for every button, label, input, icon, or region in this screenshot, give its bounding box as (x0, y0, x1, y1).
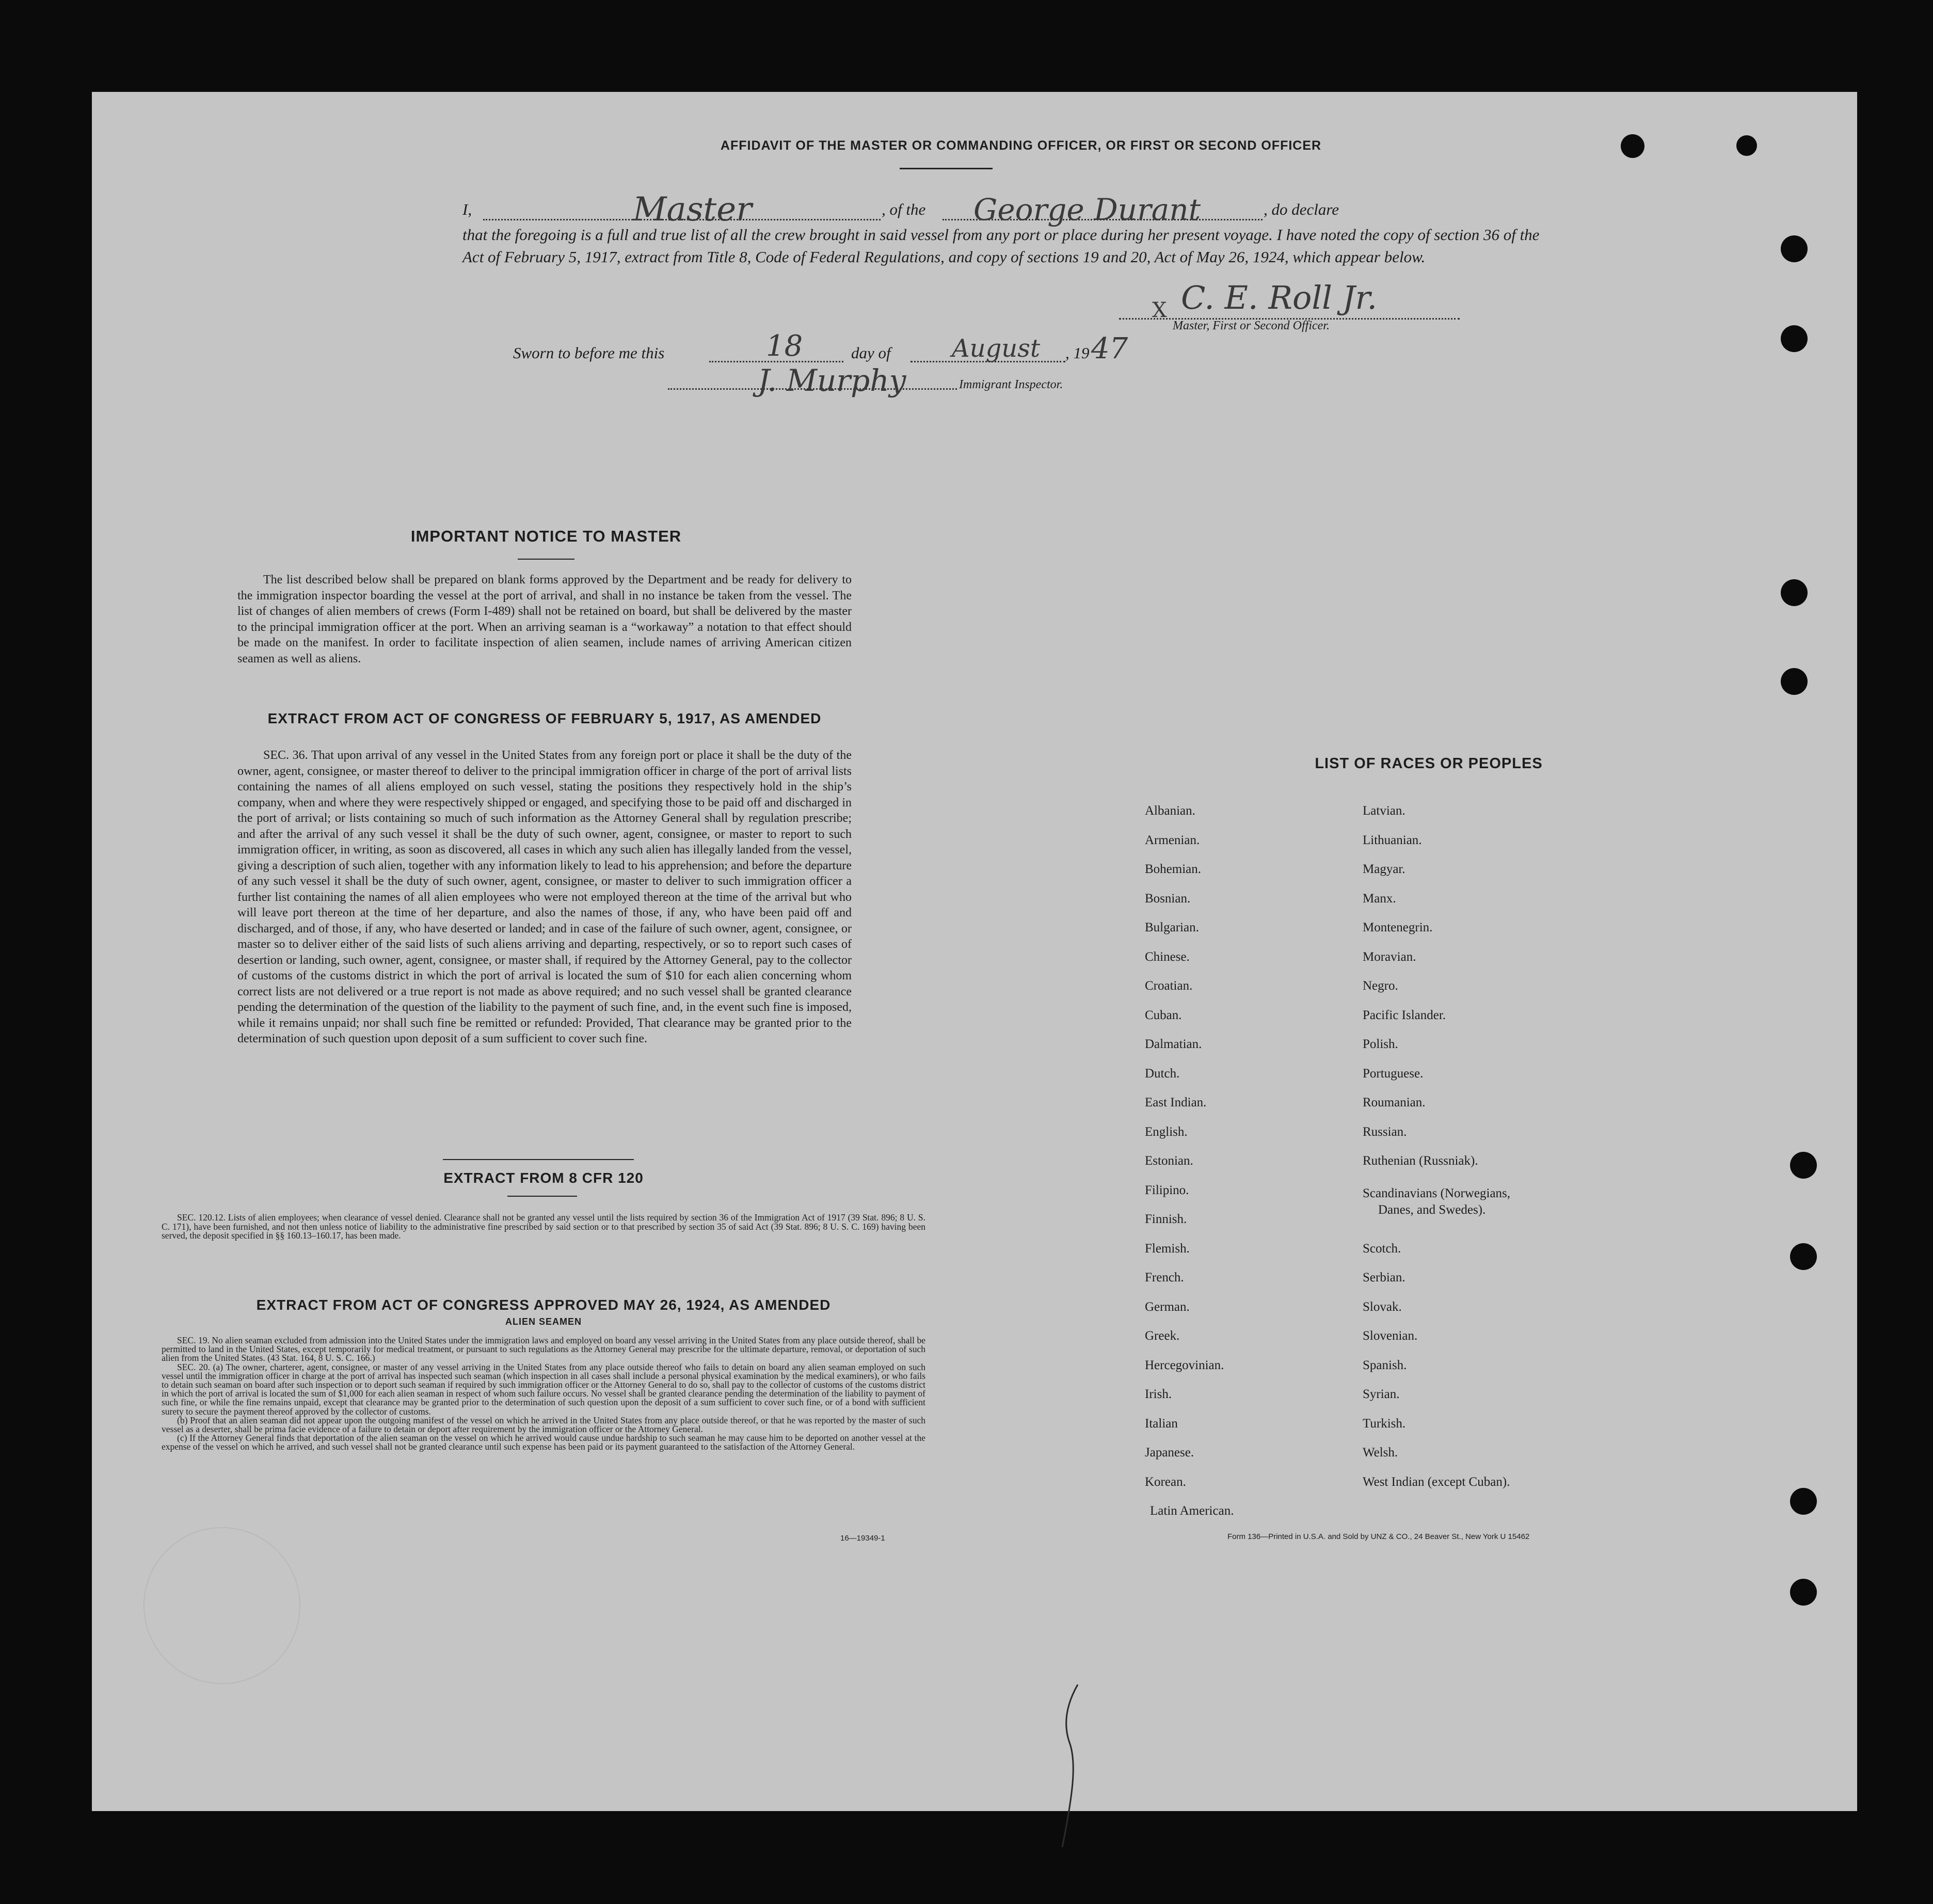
race-left: Filipino. (1145, 1183, 1189, 1197)
embossed-seal (143, 1527, 300, 1684)
race-right: Scotch. (1363, 1242, 1401, 1256)
pen-stroke (1057, 1682, 1088, 1852)
day-field (709, 329, 843, 363)
race-left: Bosnian. (1145, 892, 1191, 906)
punch-hole (1781, 325, 1808, 352)
extract-cfr-rule-top (443, 1159, 634, 1160)
punch-hole (1736, 135, 1757, 156)
race-right: Russian. (1363, 1125, 1407, 1139)
race-left: Korean. (1145, 1475, 1186, 1489)
extract-1924-title: EXTRACT FROM ACT OF CONGRESS APPROVED MAY 26, 1924, AS AMENDED (256, 1297, 831, 1313)
race-right: Latvian. (1363, 804, 1405, 818)
year-label: , 19 (1065, 344, 1090, 362)
race-right: Pacific Islander. (1363, 1008, 1446, 1022)
race-left: Italian (1145, 1417, 1178, 1431)
race-left: Hercegovinian. (1145, 1358, 1224, 1372)
punch-hole (1621, 134, 1644, 158)
race-left: Bulgarian. (1145, 921, 1199, 934)
race-left: East Indian. (1145, 1096, 1207, 1109)
race-left: Flemish. (1145, 1242, 1190, 1256)
affidavit-title: AFFIDAVIT OF THE MASTER OR COMMANDING OFFICER, OR FIRST OR SECOND OFFICER (720, 138, 1322, 153)
section-20b: (b) Proof that an alien seaman did not appear upon the outgoing manifest of the vessel on which he arrived in the United States from any place outside thereof, or that he was reported by the master of such vessel as a deserter, shall be prima facie evidence of a failure to detain or deport after requirement by the immigration officer or the Attorney General. (162, 1415, 925, 1435)
day-of-label: day of (851, 344, 891, 362)
punch-hole (1781, 579, 1808, 606)
race-left: Finnish. (1145, 1212, 1187, 1226)
race-left: Greek. (1145, 1329, 1180, 1343)
race-left: Albanian. (1145, 804, 1195, 818)
race-right: Spanish. (1363, 1358, 1407, 1372)
race-right: West Indian (except Cuban). (1363, 1475, 1510, 1489)
year-handwritten: 47 (1091, 332, 1128, 366)
master-signature: C. E. Roll Jr. (1181, 279, 1378, 316)
race-left: Dalmatian. (1145, 1037, 1202, 1051)
race-left: French. (1145, 1271, 1184, 1284)
race-left: Japanese. (1145, 1446, 1194, 1459)
section-19: SEC. 19. No alien seaman excluded from admission into the United States under the immigration laws and employed on board any vessel arriving in the United States from any place outside thereof, shall be permitted to land in the United States, except temporarily for medical treatment, or pursuant to such regulations as the Attorney General may prescribe for the ultimate departure, removal, or deportation of such alien from the United States. (43 Stat. 164, 8 U. S. C. 166.) (162, 1335, 925, 1363)
vessel-name-handwritten: George Durant (973, 192, 1201, 227)
punch-hole (1790, 1243, 1817, 1270)
race-right: Manx. (1363, 892, 1396, 906)
race-right: Portuguese. (1363, 1067, 1424, 1081)
inspector-label: Immigrant Inspector. (959, 378, 1063, 391)
form-footer: Form 136—Printed in U.S.A. and Sold by UNZ & CO., 24 Beaver St., New York U 15462 (1227, 1532, 1530, 1541)
race-right: Moravian. (1363, 950, 1416, 964)
extract-cfr-body: SEC. 120.12. Lists of alien employees; when clearance of vessel denied. Clearance shall not be granted any vessel until the lists required by section 36 of the Immigration Act of 1917 (39 Stat. 896; 8 U. S. C. 171), have been furnished, and not then unless notice of liability to the administrative fine prescribed by said section or to that prescribed by section 35 of said Act (39 Stat. 896; 8 U. S. C. 169) having been served, the deposit specified in §§ 160.13–160.17, has been made. (162, 1212, 925, 1241)
sworn-line (513, 329, 1261, 366)
inspector-signature: J. Murphy (758, 363, 906, 398)
race-right: Roumanian. (1363, 1096, 1426, 1109)
race-right: Syrian. (1363, 1387, 1400, 1401)
notice-body: The list described below shall be prepared on blank forms approved by the Department and be ready for delivery to the immigration inspector boarding the vessel at the port of arrival, and shall in no instance be taken from the vessel. The list of changes of alien members of crews (Form I-489) shall not be retained on board, but shall be delivered by the master to the principal immigration officer at the port. When an arriving seaman is a “workaway” a notation to that effect should be made on the manifest. In order to facilitate inspection of alien seamen, include names of arriving American citizen seamen as well as aliens. (237, 573, 852, 665)
affidavit-body (462, 191, 1562, 268)
race-left: English. (1145, 1125, 1188, 1139)
signature-mark: X (1152, 298, 1167, 322)
race-right: Polish. (1363, 1037, 1398, 1051)
race-right: Slovenian. (1363, 1329, 1418, 1343)
month-field (910, 334, 1065, 363)
i-label: I, (462, 200, 472, 218)
punch-hole (1790, 1152, 1817, 1179)
race-left: Latin American. (1150, 1504, 1234, 1518)
race-left: Dutch. (1145, 1067, 1180, 1081)
races-title: LIST OF RACES OR PEOPLES (1315, 755, 1543, 772)
do-declare-label: , do declare (1264, 200, 1339, 218)
section-20c: (c) If the Attorney General finds that deportation of the alien seaman on the vessel on which he arrived would cause undue hardship to such seaman he may cause him to be deported on another vessel at the expense of the vessel on which he arrived, and such vessel shall not be granted clearance until such expense has been paid or its payment guaranteed to the satisfaction of the Attorney General. (162, 1433, 925, 1452)
notice-title: IMPORTANT NOTICE TO MASTER (410, 527, 682, 545)
race-left: Armenian. (1145, 833, 1200, 847)
race-right: Magyar. (1363, 862, 1405, 876)
punch-hole (1781, 668, 1808, 695)
document-page (92, 92, 1857, 1811)
affidavit-line-1 (462, 191, 1562, 229)
master-label: Master, First or Second Officer. (1173, 319, 1330, 332)
race-left: German. (1145, 1300, 1190, 1314)
section-20a: SEC. 20. (a) The owner, charterer, agent, consignee, or master of any vessel arriving in the United States from any place outside thereof who fails to detain on board any alien seaman employed on such vessel until the immigration officer in charge at the port of arrival has inspected such seaman (which inspection in all cases shall include a personal physical examination by the medical examiners), or who fails to detain such seaman on board after such inspection or to deport such seaman if required by such immigration officer or the Attorney General to do so, shall pay to the collector of customs of the customs district in which the port of arrival is located the sum of $1,000 for each alien seaman in respect of whom such failure occurs. No vessel shall be granted clearance pending the determination of the liability to payment of such fine, or while the fine remains unpaid, except that clearance may be granted prior to the determination of such question upon the deposit of a sum sufficient to cover such fine, or of a bond with sufficient surety to secure the payment thereof approved by the collector of customs. (162, 1361, 925, 1417)
race-left: Estonian. (1145, 1154, 1193, 1168)
of-the-label: , of the (882, 200, 926, 218)
master-name-field (483, 191, 881, 229)
title-rule (900, 168, 993, 169)
sworn-label: Sworn to before me this (513, 344, 665, 362)
race-right: Scandinavians (Norwegians, (1363, 1186, 1511, 1200)
vessel-name-field (942, 192, 1263, 227)
form-number-left: 16—19349-1 (840, 1534, 885, 1543)
punch-hole (1790, 1579, 1817, 1606)
race-right: Lithuanian. (1363, 833, 1422, 847)
affidavit-declaration: that the foregoing is a full and true list of all the crew brought in said vessel from any port or place during her present voyage. I have noted the copy of section 36 of the Act of February 5, 1917, extract from Title 8, Code of Federal Regulations, and copy of sections 19 and 20, Act of May 26, 1924, which appear below. (462, 226, 1540, 266)
day-handwritten: 18 (766, 329, 803, 363)
race-right: Montenegrin. (1363, 921, 1433, 934)
race-left: Chinese. (1145, 950, 1190, 964)
race-right: Serbian. (1363, 1271, 1405, 1284)
race-right: Turkish. (1363, 1417, 1406, 1431)
race-left: Cuban. (1145, 1008, 1182, 1022)
race-left: Bohemian. (1145, 862, 1202, 876)
race-right: Negro. (1363, 979, 1398, 993)
race-right: Slovak. (1363, 1300, 1402, 1314)
race-left: Croatian. (1145, 979, 1193, 993)
extract-cfr-title: EXTRACT FROM 8 CFR 120 (443, 1170, 644, 1186)
race-right: Danes, and Swedes). (1378, 1203, 1486, 1217)
punch-hole (1781, 235, 1808, 262)
month-handwritten: August (952, 334, 1041, 363)
extract-1924-body (162, 1336, 925, 1452)
master-name-handwritten: Master (633, 191, 752, 229)
race-right: Welsh. (1363, 1446, 1398, 1459)
race-right: Ruthenian (Russniak). (1363, 1154, 1478, 1168)
race-left: Irish. (1145, 1387, 1172, 1401)
extract-1917-body: SEC. 36. That upon arrival of any vessel in the United States from any foreign port or place it shall be the duty of the owner, agent, consignee, or master thereof to deliver to the principal immigration officer in charge of the port of arrival lists containing the names of all aliens employed on such vessel, stating the positions they respectively hold in the ship’s company, when and where they were respectively shipped or engaged, and specifying those to be paid off and discharged in the port of arrival; or lists containing so much of such information as the Attorney General shall by regulation prescribe; and after the arrival of any such vessel it shall be the duty of such owner, agent, consignee, or master to report to such immigration officer, in writing, as soon as discovered, all cases in which any such alien has illegally landed from the vessel, giving a description of such alien, together with any information likely to lead to his apprehension; and before the departure of any such vessel it shall be the duty of such owner, agent, consignee, or master to deliver to such immigration officer a further list containing the names of all alien employees who were not employed thereon at the time of the arrival but who will leave port thereon at the time of her departure, and also the names of those, if any, who have been paid off and discharged, and of those, if any, who have deserted or landed; and in case of the failure of such owner, agent, consignee, or master so to deliver either of the said lists of such aliens arriving and departing, respectively, or so to report such cases of desertion or landing, such owner, agent, consignee, or master shall, if required by the Attorney General, pay to the collector of customs of the customs district in which the port of arrival is located the sum of $10 for each alien concerning whom correct lists are not delivered or a true report is not made as above required; and no such vessel shall be granted clearance pending the determination of the question of the liability to the payment of such fine, and, in the event such fine is imposed, while it remains unpaid; nor shall such fine be remitted or refunded: Provided, That clearance may be granted prior to the determination of such question upon deposit of a sum sufficient to cover such fine. (237, 749, 852, 1045)
notice-rule (518, 559, 574, 560)
extract-cfr-rule-bottom (507, 1196, 577, 1197)
punch-hole (1790, 1488, 1817, 1515)
extract-1924-subtitle: ALIEN SEAMEN (505, 1316, 582, 1327)
extract-1917-title: EXTRACT FROM ACT OF CONGRESS OF FEBRUARY 5, 1917, AS AMENDED (267, 710, 822, 726)
